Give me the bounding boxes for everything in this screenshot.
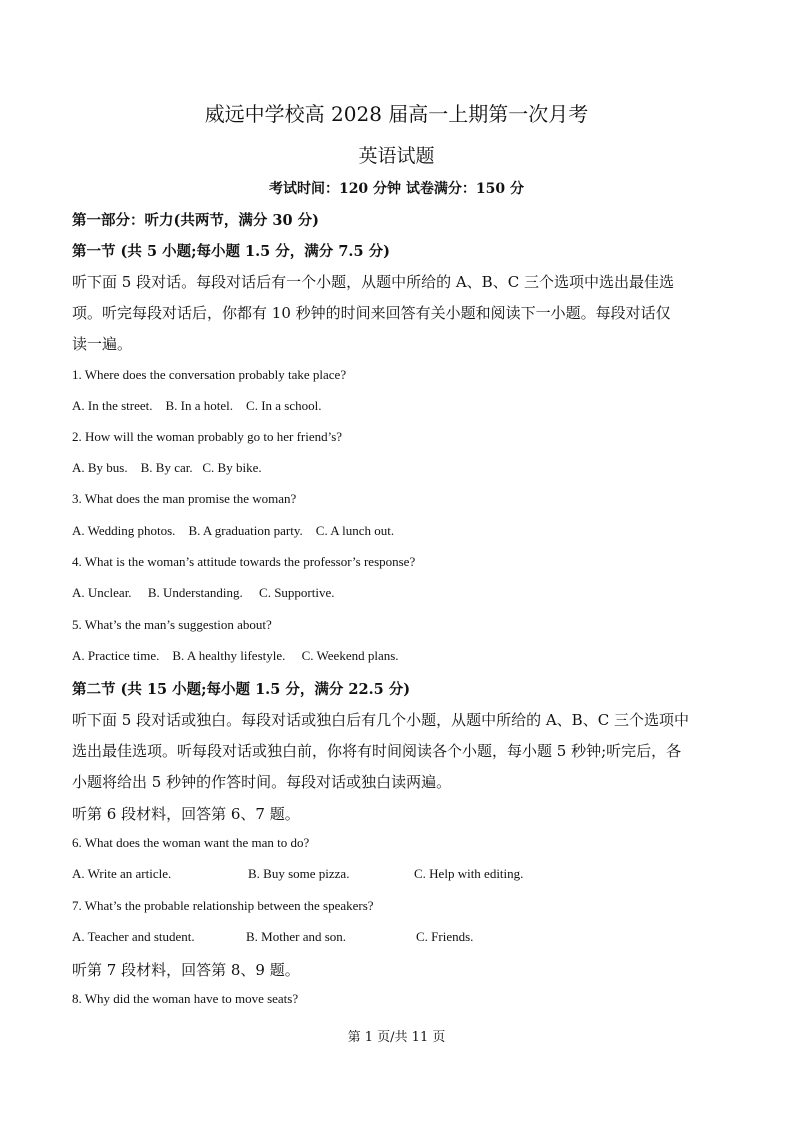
option-b: B. Understanding. xyxy=(147,585,243,600)
option-b: B. Buy some pizza. xyxy=(248,866,350,881)
section1-instruction-line: 项。听完每段对话后，你都有 10 秒钟的时间来回答有关小题和阅读下一小题。每段对话仅 xyxy=(72,304,671,322)
question-7: 7. What’s the probable relationship between the speakers? xyxy=(72,898,374,913)
options-2 xyxy=(72,460,262,476)
option-c: C. Weekend plans. xyxy=(301,648,399,663)
question-4: 4. What is the woman’s attitude towards the professor’s response? xyxy=(72,554,416,569)
option-c: C. Supportive. xyxy=(259,585,335,600)
option-a: A. Unclear. xyxy=(72,585,132,600)
question-6: 6. What does the woman want the man to do? xyxy=(72,835,310,850)
option-c: C. A lunch out. xyxy=(315,523,395,538)
group-6-heading: 听第 6 段材料，回答第 6、7 题。 xyxy=(72,805,300,823)
question-3: 3. What does the man promise the woman? xyxy=(72,491,297,506)
group-7-heading: 听第 7 段材料，回答第 8、9 题。 xyxy=(72,961,300,979)
option-c: C. By bike. xyxy=(202,460,262,475)
option-b: B. In a hotel. xyxy=(165,398,234,413)
part1-heading: 第一部分：听力(共两节，满分 30 分) xyxy=(72,212,319,229)
section2-instruction-line: 选出最佳选项。听每段对话或独白前，你将有时间阅读各个小题，每小题 5 秒钟;听完后，各 xyxy=(72,742,682,760)
option-b: B. By car. xyxy=(140,460,193,475)
section1-instruction-line: 读一遍。 xyxy=(72,335,133,353)
section2-instruction-line: 小题将给出 5 秒钟的作答时间。每段对话或独白读两遍。 xyxy=(72,773,452,791)
option-a: A. In the street. xyxy=(72,398,153,413)
option-c: C. Help with editing. xyxy=(414,866,524,881)
exam-meta: 考试时间：120 分钟 试卷满分：150 分 xyxy=(268,181,525,197)
options-5 xyxy=(72,648,399,664)
options-4 xyxy=(72,585,335,601)
section1-instruction-line: 听下面 5 段对话。每段对话后有一个小题，从题中所给的 A、B、C 三个选项中选出最佳选 xyxy=(72,273,674,291)
section2-heading: 第二节 (共 15 小题;每小题 1.5 分，满分 22.5 分) xyxy=(72,681,411,698)
question-2: 2. How will the woman probably go to her friend’s? xyxy=(72,429,343,444)
section2-instruction-line: 听下面 5 段对话或独白。每段对话或独白后有几个小题，从题中所给的 A、B、C 三个选项中 xyxy=(72,711,689,729)
question-8: 8. Why did the woman have to move seats? xyxy=(72,991,299,1006)
option-b: B. A graduation party. xyxy=(188,523,303,538)
option-c: C. Friends. xyxy=(416,929,474,944)
option-a: A. Wedding photos. xyxy=(72,523,176,538)
section1-heading: 第一节 (共 5 小题;每小题 1.5 分，满分 7.5 分) xyxy=(72,243,390,260)
exam-subtitle: 英语试题 xyxy=(358,145,435,167)
option-a: A. Teacher and student. xyxy=(72,929,195,944)
options-1 xyxy=(72,398,322,414)
option-a: A. Write an article. xyxy=(72,866,172,881)
question-5: 5. What’s the man’s suggestion about? xyxy=(72,617,272,632)
option-a: A. Practice time. xyxy=(72,648,160,663)
option-c: C. In a school. xyxy=(246,398,322,413)
option-a: A. By bus. xyxy=(72,460,128,475)
question-1: 1. Where does the conversation probably take place? xyxy=(72,367,347,382)
exam-title: 威远中学校高 2028 届高一上期第一次月考 xyxy=(204,102,589,126)
option-b: B. Mother and son. xyxy=(246,929,347,944)
option-b: B. A healthy lifestyle. xyxy=(172,648,286,663)
page-footer: 第 1 页/共 11 页 xyxy=(347,1030,446,1045)
options-3 xyxy=(72,523,394,539)
